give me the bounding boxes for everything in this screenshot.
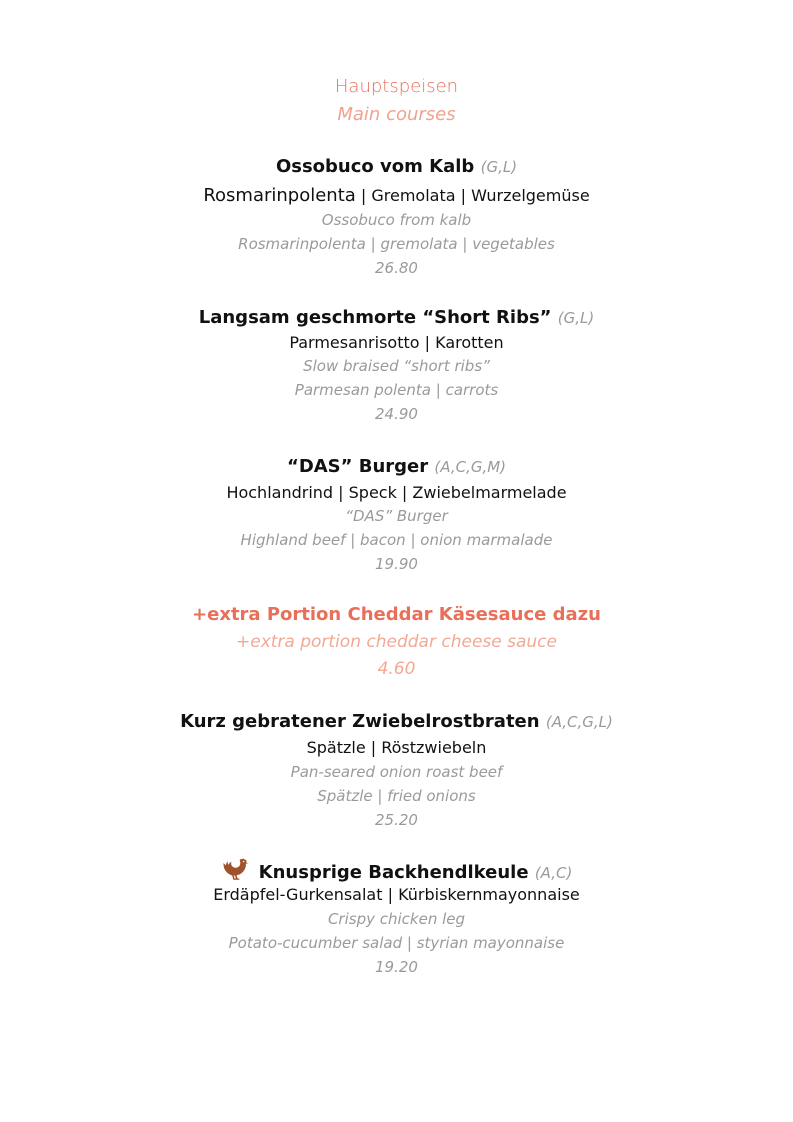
allergen-codes: (A,C,G,L)	[545, 713, 613, 731]
dish-name-english: Crispy chicken leg	[327, 910, 466, 928]
dish-title	[0, 156, 793, 177]
dish-description-english: Rosmarinpolenta | gremolata | vegetables	[238, 235, 555, 253]
dish-description-english: Highland beef | bacon | onion marmalade	[240, 531, 553, 549]
allergen-codes: (G,L)	[480, 158, 518, 176]
dish-description-english: Potato-cucumber salad | styrian mayonnaise	[228, 934, 565, 952]
section-subtitle: Main courses	[337, 104, 456, 125]
allergen-codes: (A,C)	[534, 864, 573, 882]
extra-option-title: +extra Portion Cheddar Käsesauce dazu	[192, 604, 601, 625]
dish-description: Parmesanrisotto | Karotten	[289, 333, 504, 352]
dish-description-rest: | Gremolata | Wurzelgemüse	[355, 186, 590, 205]
dish-description: Erdäpfel-Gurkensalat | Kürbiskernmayonnaise	[213, 885, 580, 904]
dish-description-main: Rosmarinpolenta	[203, 185, 356, 206]
dish-description	[0, 185, 793, 206]
section-title: Hauptspeisen	[334, 76, 459, 97]
allergen-codes: (A,C,G,M)	[434, 458, 507, 476]
dish-name: Knusprige Backhendlkeule	[258, 862, 529, 883]
dish-price: 25.20	[375, 811, 418, 829]
dish-name-english: Ossobuco from kalb	[321, 211, 472, 229]
dish-name: Ossobuco vom Kalb	[275, 156, 475, 177]
dish-name: “DAS” Burger	[286, 456, 429, 477]
dish-title	[0, 307, 793, 328]
dish-name-english: Pan-seared onion roast beef	[290, 763, 503, 781]
dish-price: 26.80	[375, 259, 418, 277]
dish-price: 19.90	[375, 555, 418, 573]
dish-title	[0, 456, 793, 477]
dish-price: 19.20	[375, 958, 418, 976]
allergen-codes: (G,L)	[557, 309, 595, 327]
dish-description: Hochlandrind | Speck | Zwiebelmarmelade	[226, 483, 567, 502]
dish-description: Spätzle | Röstzwiebeln	[306, 738, 487, 757]
extra-option-price: 4.60	[377, 659, 416, 679]
dish-description-english: Parmesan polenta | carrots	[294, 381, 499, 399]
dish-description-english: Spätzle | fried onions	[317, 787, 476, 805]
extra-option-english: +extra portion cheddar cheese sauce	[236, 632, 557, 652]
dish-name: Langsam geschmorte “Short Ribs”	[198, 307, 552, 328]
dish-name-english: “DAS” Burger	[345, 507, 448, 525]
dish-price: 24.90	[375, 405, 418, 423]
dish-title	[0, 711, 793, 732]
dish-name-english: Slow braised “short ribs”	[303, 357, 490, 375]
dish-name: Kurz gebratener Zwiebelrostbraten	[180, 711, 540, 732]
